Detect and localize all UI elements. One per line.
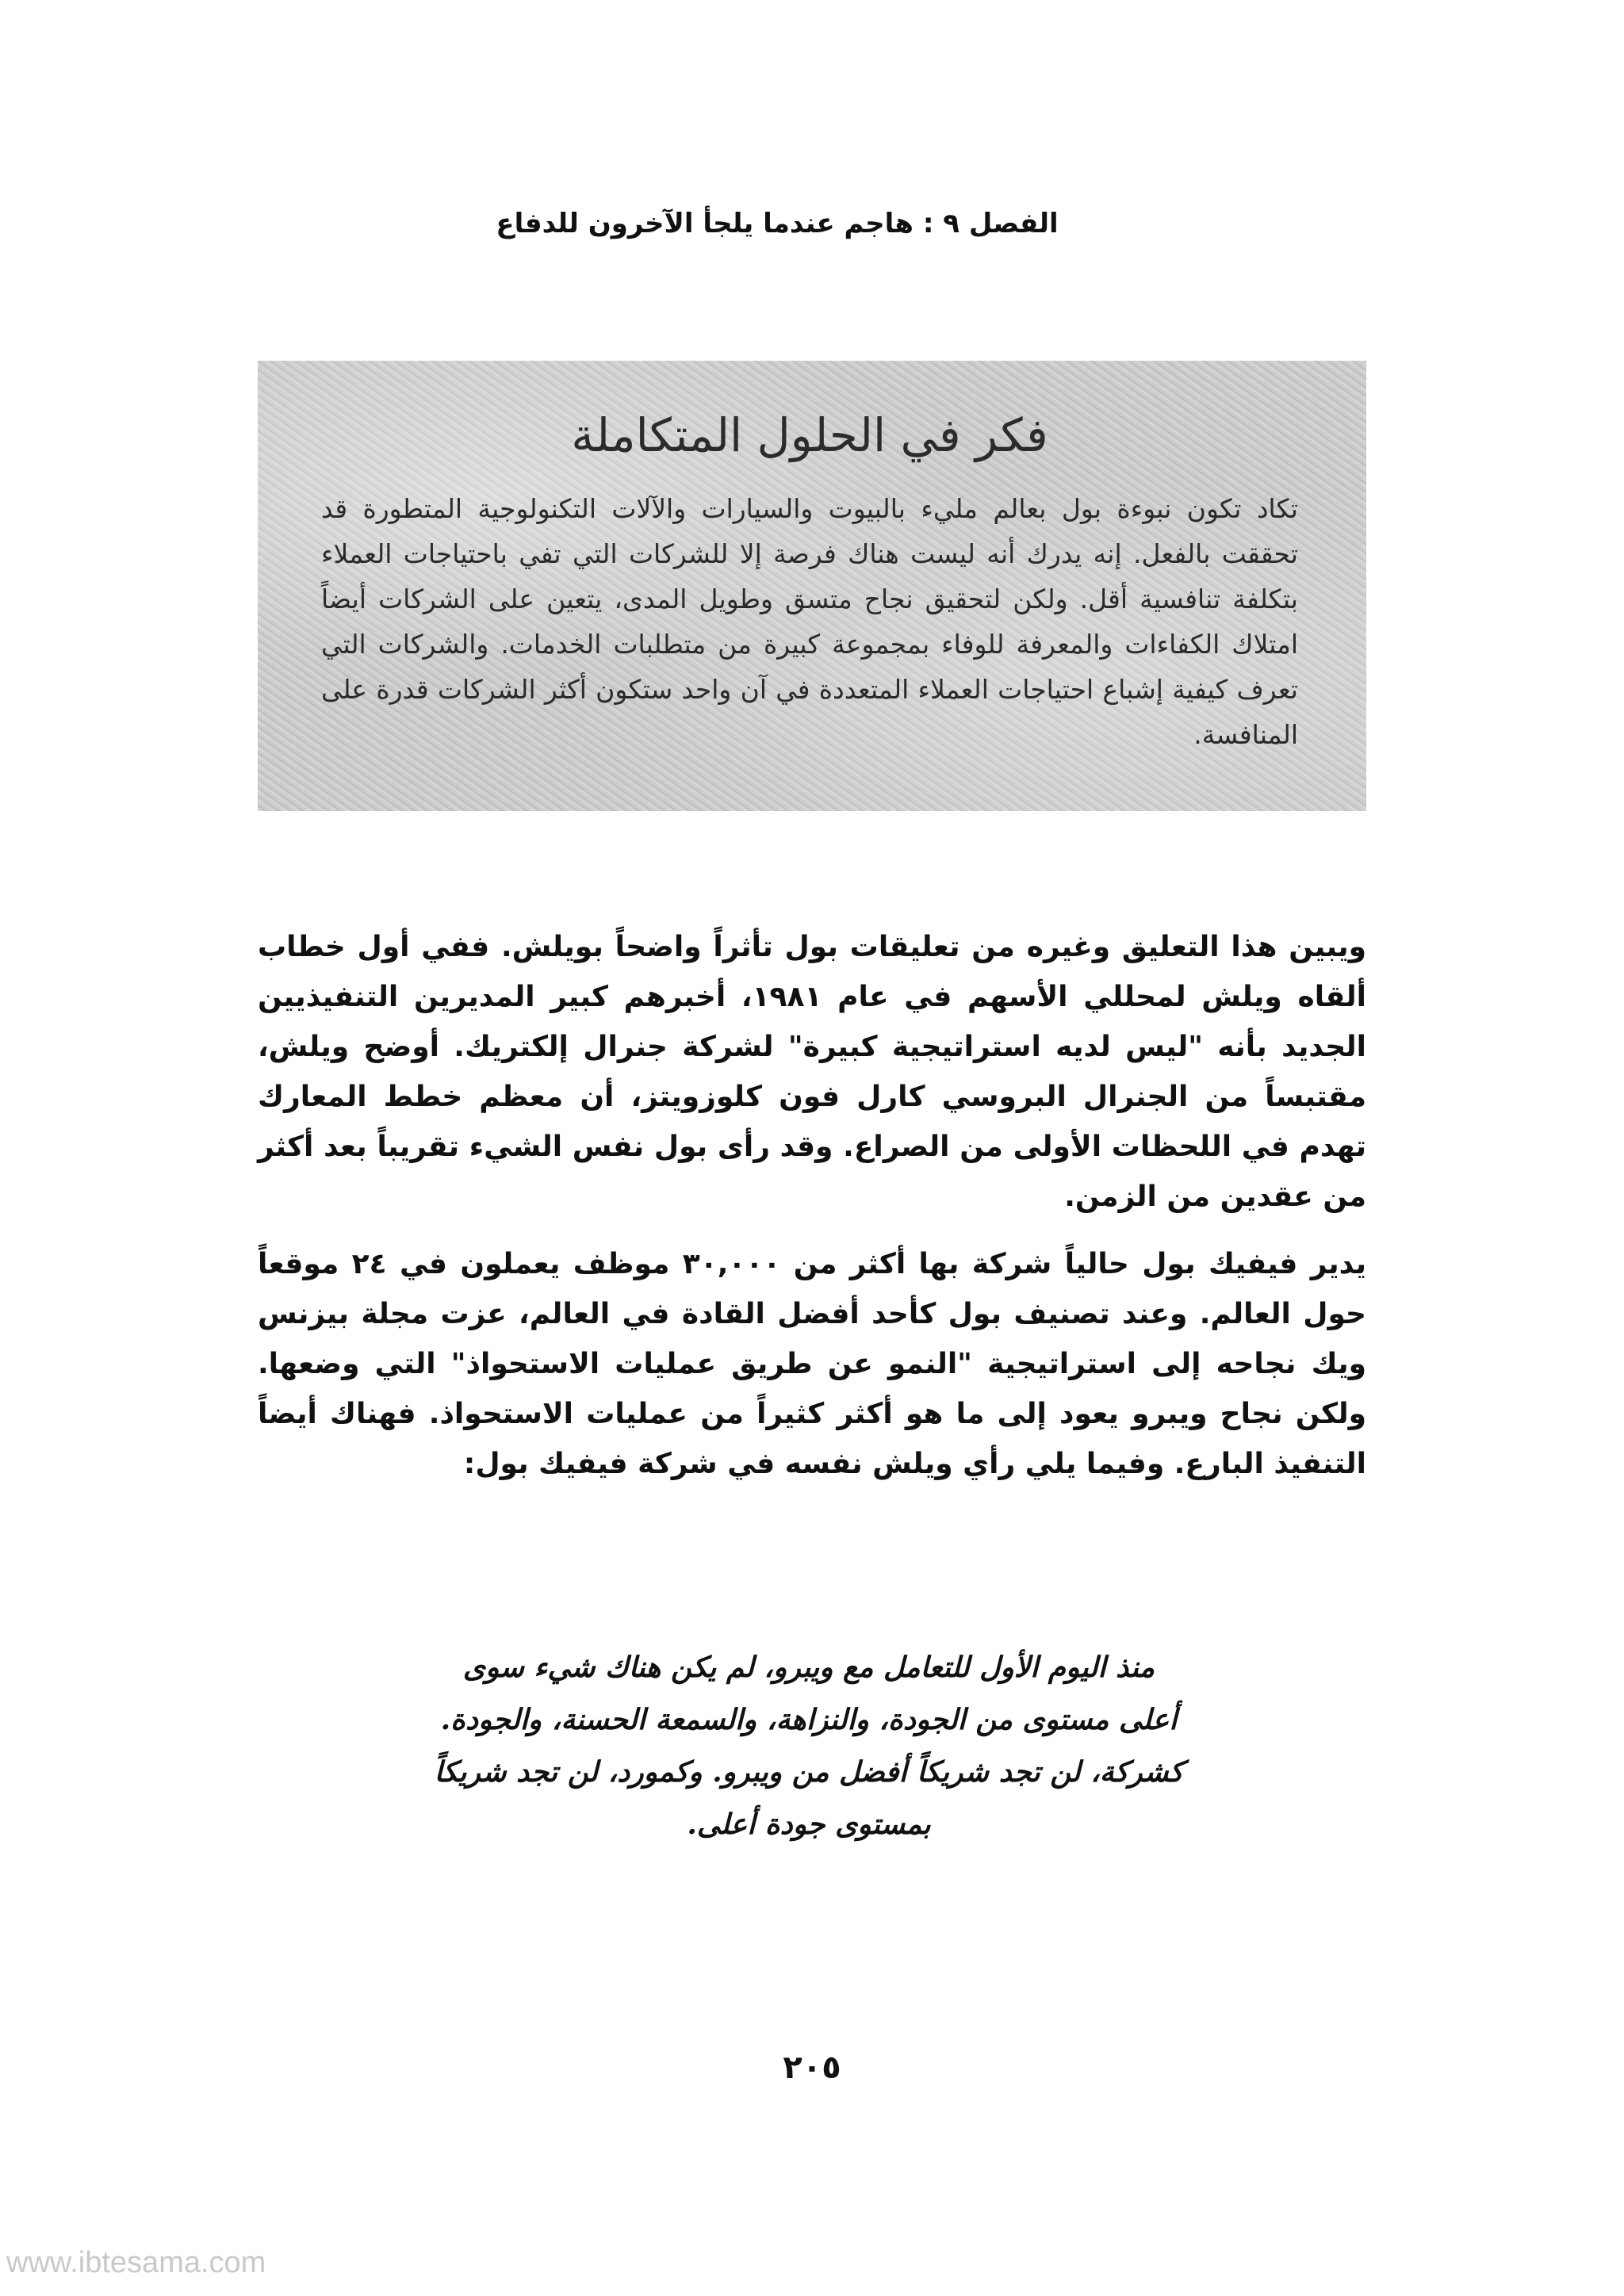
sidebar-box <box>258 361 1366 811</box>
sidebar-box-title: فكر في الحلول المتكاملة <box>571 408 1048 462</box>
quote-line-1: منذ اليوم الأول للتعامل مع ويبرو، لم يكن هناك شيء سوى <box>462 1651 1155 1684</box>
chapter-header: الفصل ٩ : هاجم عندما يلجأ الآخرون للدفاع <box>496 208 1059 239</box>
quote-line-3: كشركة، لن تجد شريكاً أفضل من ويبرو. وكمورد، لن تجد شريكاً <box>434 1755 1184 1789</box>
page-number: ٢٠٥ <box>783 2049 841 2086</box>
watermark-url: www.ibtesama.com <box>6 2246 266 2279</box>
quote-line-2: أعلى مستوى من الجودة، والنزاهة، والسمعة الحسنة، والجودة. <box>440 1703 1178 1736</box>
body-paragraph-2: يدير فيفيك بول حالياً شركة بها أكثر من ٣٠,٠٠٠ موظف يعملون في ٢٤ موقعاً حول العالم. وعند تصنيف بول كأحد أفضل القادة في العالم، عزت مجلة بيزنس ويك نجاحه إلى استراتيجية "النمو عن طريق عمليات الاستحواذ" التي وضعها. ولكن نجاح ويبرو يعود إلى ما هو أكثر كثيراً من عمليات الاستحواذ. فهناك أيضاً التنفيذ البارع. وفيما يلي رأي ويلش نفسه في شركة فيفيك بول: <box>258 1248 1366 1480</box>
block-quote <box>341 1641 1277 1850</box>
quote-line-4: بمستوى جودة أعلى. <box>687 1808 931 1841</box>
sidebar-box-text: تكاد تكون نبوءة بول بعالم مليء بالبيوت والسيارات والآلات التكنولوجية المتطورة قد تحققت بالفعل. إنه يدرك أنه ليست هناك فرصة إلا للشركات التي تفي باحتياجات العملاء بتكلفة تنافسية أقل. ولكن لتحقيق نجاح متسق وطويل المدى، يتعين على الشركات أيضاً امتلاك الكفاءات والمعرفة للوفاء بمجموعة كبيرة من متطلبات الخدمات. والشركات التي تعرف كيفية إشباع احتياجات العملاء المتعددة في آن واحد ستكون أكثر الشركات قدرة على المنافسة. <box>321 493 1298 750</box>
body-paragraph-1: ويبين هذا التعليق وغيره من تعليقات بول تأثراً واضحاً بويلش. ففي أول خطاب ألقاه ويلش لمحللي الأسهم في عام ١٩٨١، أخبرهم كبير المديرين التنفيذيين الجديد بأنه "ليس لديه استراتيجية كبيرة" لشركة جنرال إلكتريك. أوضح ويلش، مقتبساً من الجنرال البروسي كارل فون كلوزويتز، أن معظم خطط المعارك تهدم في اللحظات الأولى من الصراع. وقد رأى بول نفس الشيء تقريباً بعد أكثر من عقدين من الزمن. <box>258 931 1366 1213</box>
